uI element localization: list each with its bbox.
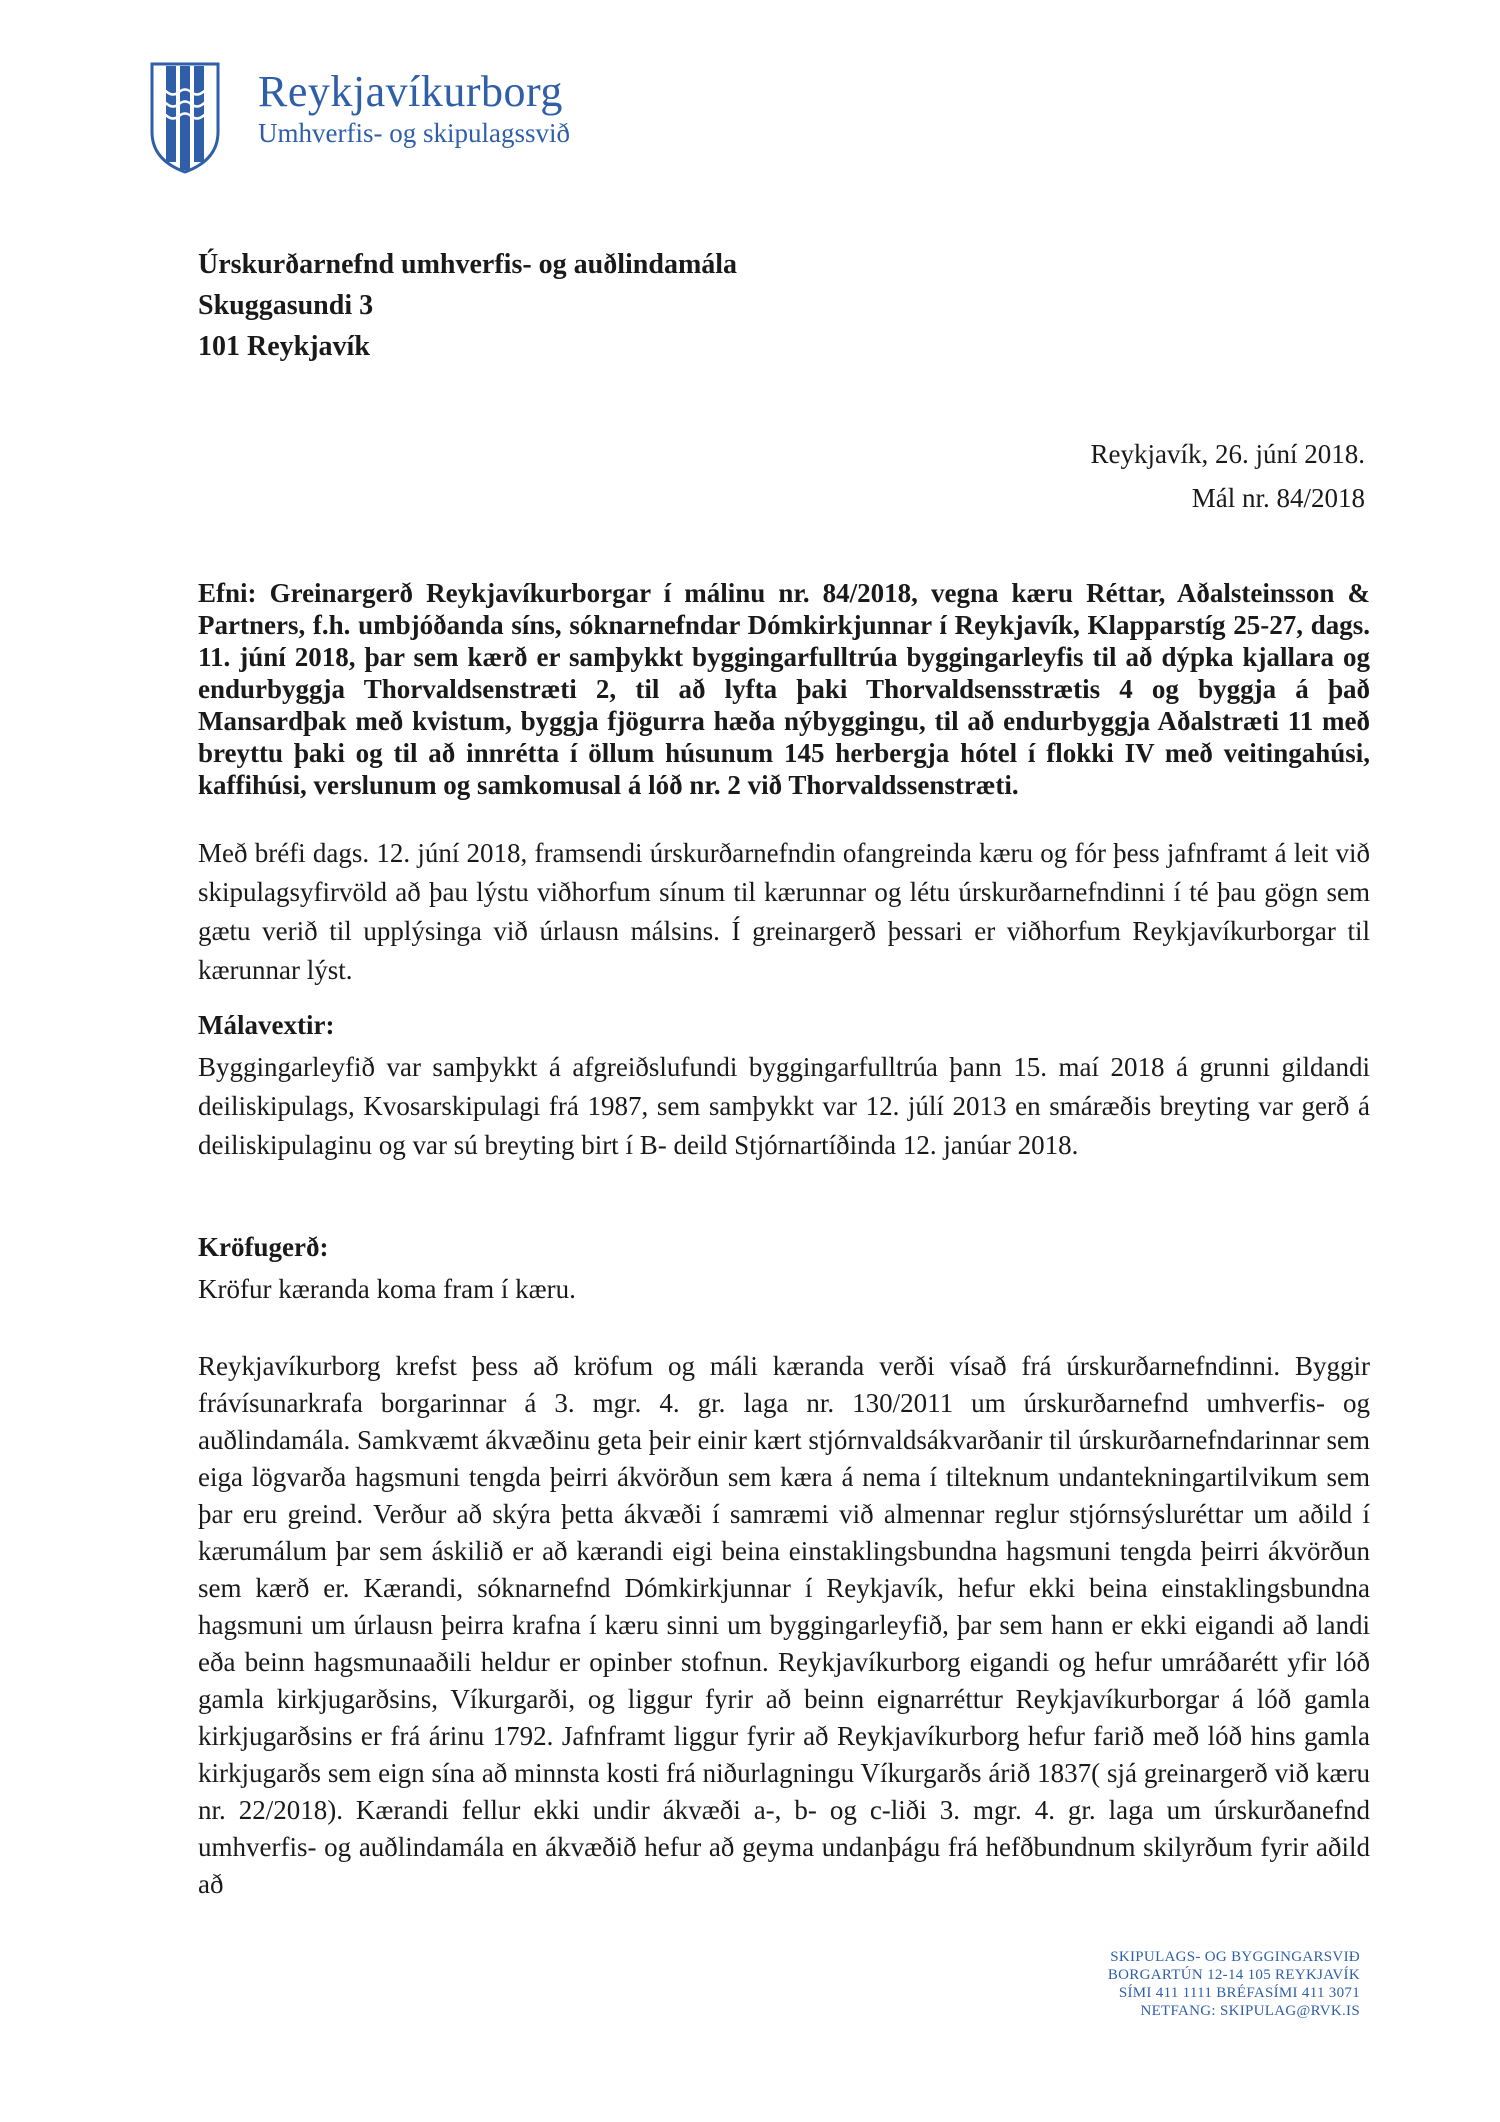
place-date: Reykjavík, 26. júní 2018. [1090, 439, 1365, 469]
footer-phone: SÍMI 411 1111 BRÉFASÍMI 411 3071 [1118, 1985, 1360, 2001]
section-heading-malavextir: Málavextir: [198, 1010, 335, 1040]
organization-name: Reykjavíkurborg [258, 67, 563, 116]
reykjavik-coat-of-arms-icon [150, 62, 220, 174]
date-block [1091, 432, 1365, 520]
footer-department: SKIPULAGS- OG BYGGINGARSVIÐ [1110, 1949, 1360, 1965]
recipient-line-1: Úrskurðarnefnd umhverfis- og auðlindamála [198, 249, 738, 280]
footer-email: NETFANG: SKIPULAG@RVK.IS [1140, 2003, 1360, 2019]
recipient-address [198, 244, 737, 367]
footer-address: BORGARTÚN 12-14 105 REYKJAVÍK [1107, 1967, 1360, 1983]
case-number: Mál nr. 84/2018 [1191, 483, 1365, 513]
intro-paragraph: Með bréfi dags. 12. júní 2018, framsendi úrskurðarnefndin ofangreinda kæru og fór þess jafnframt á leit við skipulagsyfirvöld að þau lýstu viðhorfum sínum til kærunnar og létu úrskurðarnefndinni í té þau gögn sem gætu verið til upplýsinga við úrlausn málsins. Í greinargerð þessari er viðhorfum Reykjavíkurborgar til kærunnar lýst. [198, 838, 1370, 985]
footer-contact [1108, 1948, 1360, 2020]
department-name: Umhverfis- og skipulagssvið [258, 118, 570, 148]
dismissal-claim-paragraph: Reykjavíkurborg krefst þess að kröfum og máli kæranda verði vísað frá úrskurðarnefndinni. Byggir frávísunarkrafa borgarinnar á 3. mgr. 4. gr. laga nr. 130/2011 um úrskurðarnefnd umhverfis- og auðlindamála. Samkvæmt ákvæðinu geta þeir einir kært stjórnvaldsákvarðanir til úrskurðarnefndarinnar sem eiga lögvarða hagsmuni tengda þeirri ákvörðun sem kæra á nema í tilteknum undantekningartilvikum sem þar eru greind. Verður að skýra þetta ákvæði í samræmi við almennar reglur stjórnsýsluréttar um aðild í kærumálum þar sem áskilið er að kærandi eigi beina einstaklingsbundna hagsmuni tengda þeirri ákvörðun sem kærð er. Kærandi, sóknarnefnd Dómkirkjunnar í Reykjavík, hefur ekki beina einstaklingsbundna hagsmuni um úrlausn þeirra krafna í kæru sinni um byggingarleyfið, þar sem hann er ekki eigandi að landi eða beinn hagsmunaaðili heldur er opinber stofnun. Reykjavíkurborg eigandi og hefur umráðarétt yfir lóð gamla kirkjugarðsins, Víkurgarði, og liggur fyrir að beinn eignarréttur Reykjavíkurborgar á lóð gamla kirkjugarðsins er frá árinu 1792. Jafnframt liggur fyrir að Reykjavíkurborg hefur farið með lóð hins gamla kirkjugarðs sem eign sína að minnsta kosti frá niðurlagningu Víkurgarðs árið 1837( sjá greinargerð við kæru nr. 22/2018). Kærandi fellur ekki undir ákvæði a-, b- og c-liði 3. mgr. 4. gr. laga um úrskurðanefnd umhverfis- og auðlindamála en ákvæðið hefur að geyma undanþágu frá hefðbundnum skilyrðum fyrir aðild að [198, 1351, 1370, 1899]
malavextir-paragraph: Byggingarleyfið var samþykkt á afgreiðslufundi byggingarfulltrúa þann 15. maí 2018 á grunni gildandi deiliskipulags, Kvosarskipulagi frá 1987, sem samþykkt var 12. júlí 2013 en smáræðis breyting var gerð á deiliskipulaginu og var sú breyting birt í B- deild Stjórnartíðinda 12. janúar 2018. [198, 1052, 1370, 1160]
subject-line: Efni: Greinargerð Reykjavíkurborgar í málinu nr. 84/2018, vegna kæru Réttar, Aðalsteinsson & Partners, f.h. umbjóðanda síns, sóknarnefndar Dómkirkjunnar í Reykjavík, Klapparstíg 25-27, dags. 11. júní 2018, þar sem kærð er samþykkt byggingarfulltrúa byggingarleyfis til að dýpka kjallara og endurbyggja Thorvaldsenstræti 2, til að lyfta þaki Thorvaldsensstrætis 4 og byggja á það Mansardþak með kvistum, byggja fjögurra hæða nýbyggingu, til að endurbyggja Aðalstræti 11 með breyttu þaki og til að innrétta í öllum húsunum 145 herbergja hótel í flokki IV með veitingahúsi, kaffihúsi, verslunum og samkomusal á lóð nr. 2 við Thorvaldssenstræti. [198, 578, 1370, 800]
recipient-line-2: Skuggasundi 3 [198, 290, 374, 321]
section-heading-krofugerd: Kröfugerð: [198, 1232, 329, 1262]
krofugerd-paragraph: Kröfur kæranda koma fram í kæru. [198, 1274, 576, 1304]
recipient-line-3: 101 Reykjavík [198, 331, 370, 362]
